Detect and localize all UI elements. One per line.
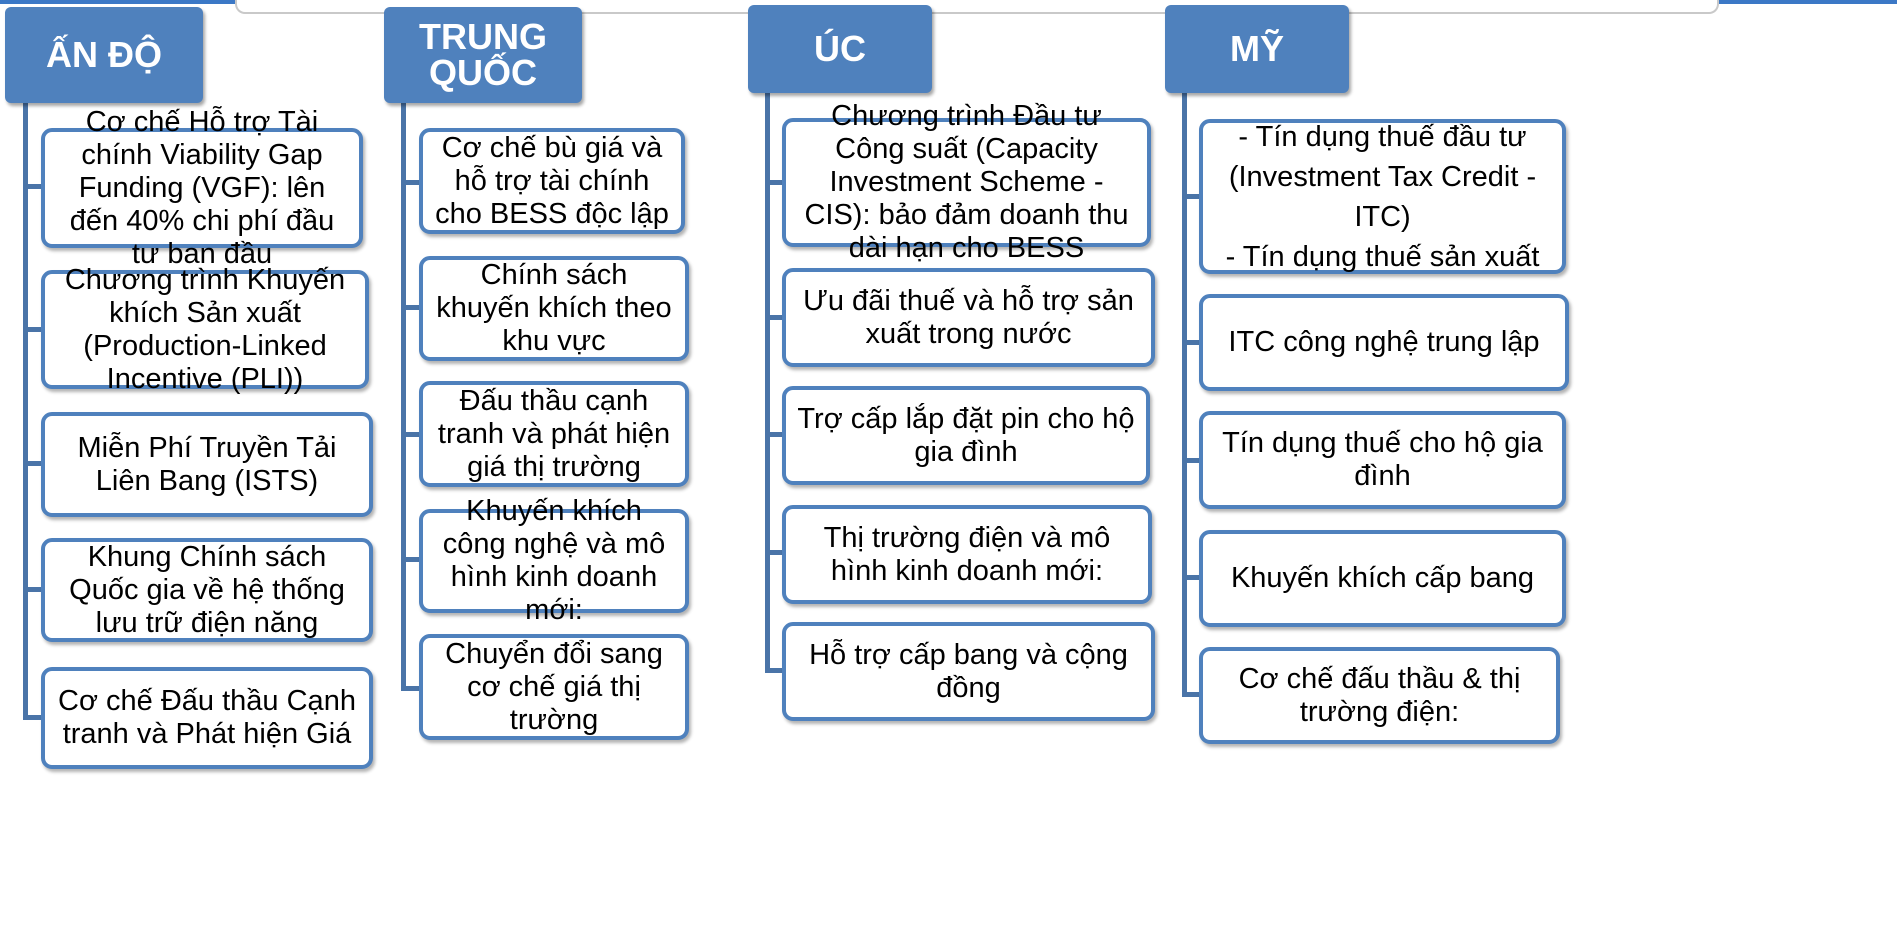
policy-text: ITC công nghệ trung lập	[1228, 326, 1540, 358]
connector-branch	[401, 305, 421, 310]
connector-trunk-my	[1182, 93, 1187, 696]
policy-text: Ưu đãi thuế và hỗ trợ sản xuất trong nước	[803, 284, 1134, 350]
connector-branch	[23, 461, 43, 466]
policy-box	[1199, 647, 1560, 744]
policy-text: Đấu thầu cạnh tranh và phát hiện giá thị trường	[437, 384, 671, 483]
column-title: ẤN ĐỘ	[46, 34, 162, 75]
column-header-uc	[748, 5, 932, 93]
connector-branch	[23, 715, 43, 720]
connector-branch	[401, 557, 421, 562]
column-title: MỸ	[1230, 28, 1284, 69]
policy-box	[419, 495, 689, 626]
policy-text: Khuyến khích công nghệ và mô hình kinh doanh mới:	[442, 495, 666, 626]
policy-text: Thị trường điện và mô hình kinh doanh mới:	[823, 521, 1111, 587]
policy-box	[41, 105, 363, 270]
policy-text: Trợ cấp lắp đặt pin cho hộ gia đình	[797, 402, 1135, 468]
connector-trunk-trung-quoc	[401, 103, 406, 691]
connector-branch	[23, 587, 43, 592]
policy-text: Miễn Phí Truyền Tải Liên Bang (ISTS)	[77, 431, 337, 497]
policy-box	[41, 667, 373, 769]
connector-trunk-an-do	[23, 103, 28, 720]
policy-text: Khung Chính sách Quốc gia về hệ thống lưu trữ điện năng	[69, 540, 345, 639]
column-header-an-do	[5, 7, 203, 103]
column-title: TRUNG QUỐC	[419, 16, 547, 93]
policy-box	[41, 538, 373, 642]
connector-branch	[401, 180, 421, 185]
policy-text: Hỗ trợ cấp bang và cộng đồng	[809, 638, 1128, 704]
policy-box	[419, 381, 689, 487]
policy-text: Khuyến khích cấp bang	[1230, 562, 1535, 594]
policy-box	[419, 634, 689, 740]
connector-branch	[401, 432, 421, 437]
policy-text: Cơ chế bù giá và hỗ trợ tài chính cho BESS độc lập	[435, 131, 669, 230]
policy-text: Chương trình Đầu tư Công suất (Capacity Investment Scheme - CIS): bảo đảm doanh thu dài hạn cho BESS	[804, 100, 1129, 264]
policy-box	[41, 263, 369, 395]
connector-branch	[401, 686, 421, 691]
policy-box	[782, 622, 1155, 721]
policy-box	[419, 128, 685, 234]
policy-text: Cơ chế Đấu thầu Cạnh tranh và Phát hiện Giá	[58, 685, 356, 750]
policy-box	[782, 505, 1152, 604]
policy-box	[1199, 119, 1566, 274]
policy-text: - Tín dụng thuế đầu tư (Investment Tax Credit - ITC) - Tín dụng thuế sản xuất	[1225, 120, 1540, 273]
policy-box	[782, 386, 1150, 485]
policy-text: Chuyển đổi sang cơ chế giá thị trường	[445, 637, 663, 736]
policy-box	[1199, 530, 1566, 627]
policy-box	[41, 412, 373, 517]
policy-box	[782, 268, 1155, 367]
policy-box	[1199, 411, 1566, 509]
column-title: ÚC	[814, 28, 866, 69]
column-header-trung-quoc	[384, 7, 582, 103]
policy-text: Cơ chế Hỗ trợ Tài chính Viability Gap Funding (VGF): lên đến 40% chi phí đầu tư ban đầu	[69, 105, 335, 270]
policy-text: Chính sách khuyến khích theo khu vực	[436, 259, 672, 357]
connector-branch	[23, 184, 43, 189]
connector-branch	[23, 327, 43, 332]
column-header-my	[1165, 5, 1349, 93]
policy-box	[1199, 294, 1569, 391]
policy-box	[782, 100, 1151, 264]
policy-text: Chương trình Khuyến khích Sản xuất (Production-Linked Incentive (PLI))	[64, 263, 346, 395]
policy-text: Cơ chế đấu thầu & thị trường điện:	[1238, 662, 1521, 728]
policy-box	[419, 256, 689, 361]
policy-text: Tín dụng thuế cho hộ gia đình	[1222, 427, 1543, 492]
